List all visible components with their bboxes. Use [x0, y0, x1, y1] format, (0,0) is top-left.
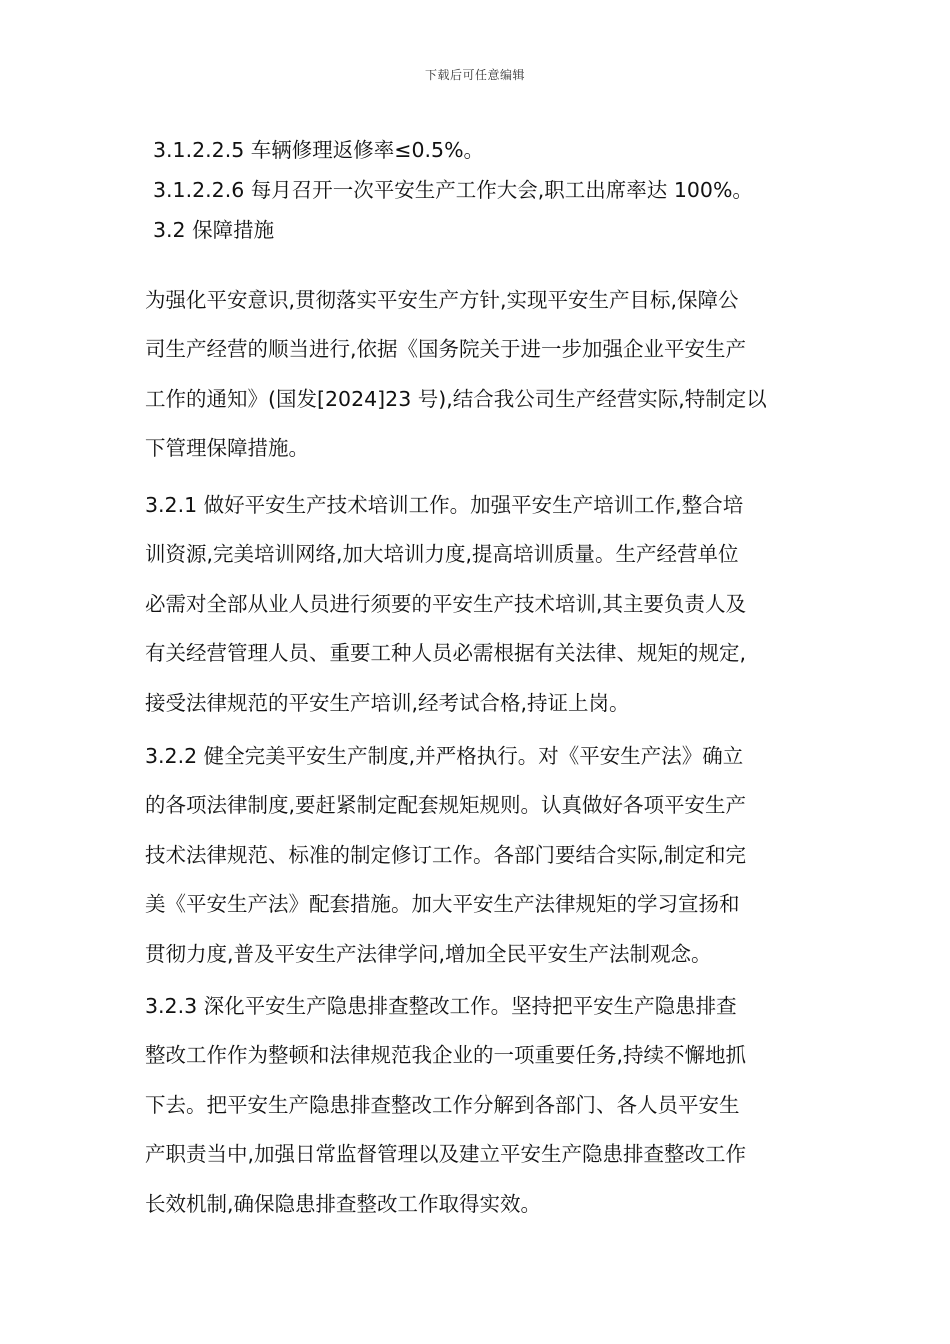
paragraph-line: 的各项法律制度,要赶紧制定配套规矩规则。认真做好各项平安生产	[145, 793, 747, 818]
paragraph-line: 3.2.3 深化平安生产隐患排查整改工作。坚持把平安生产隐患排查	[145, 994, 737, 1018]
paragraph-line: 为强化平安意识,贯彻落实平安生产方针,实现平安生产目标,保障公	[145, 288, 739, 312]
item-3-1-2-2-6: 3.1.2.2.6 每月召开一次平安生产工作大会,职工出席率达 100%。	[153, 178, 753, 202]
paragraph-line: 技术法律规范、标准的制定修订工作。各部门要结合实际,制定和完	[145, 842, 747, 867]
paragraph-line: 接受法律规范的平安生产培训,经考试合格,持证上岗。	[145, 690, 630, 715]
paragraph-line: 美《平安生产法》配套措施。加大平安生产法律规矩的学习宣扬和	[145, 892, 740, 917]
paragraph-line: 3.2.2 健全完美平安生产制度,并严格执行。对《平安生产法》确立	[145, 744, 744, 768]
paragraph-line: 整改工作作为整顿和法律规范我企业的一项重要任务,持续不懈地抓	[145, 1043, 747, 1068]
paragraph-line: 长效机制,确保隐患排查整改工作取得实效。	[145, 1191, 542, 1216]
paragraph-line: 训资源,完美培训网络,加大培训力度,提高培训质量。生产经营单位	[145, 542, 739, 567]
paragraph-line: 必需对全部从业人员进行须要的平安生产技术培训,其主要负责人及	[145, 591, 747, 616]
section-heading-3-2: 3.2 保障措施	[153, 218, 275, 242]
page-header: 下载后可任意编辑	[424, 68, 525, 82]
paragraph-line: 下管理保障措施。	[145, 436, 309, 461]
paragraph-intro	[145, 276, 810, 474]
paragraph-line: 有关经营管理人员、重要工种人员必需根据有关法律、规矩的规定,	[145, 641, 747, 666]
item-3-1-2-2-5: 3.1.2.2.5 车辆修理返修率≤0.5%。	[153, 138, 485, 162]
paragraph-line: 工作的通知》(国发[2024]23 号),结合我公司生产经营实际,特制定以	[145, 386, 767, 411]
paragraph-3-2-3	[145, 982, 810, 1229]
paragraph-line: 贯彻力度,普及平安生产法律学问,增加全民平安生产法制观念。	[145, 941, 712, 966]
paragraph-3-2-2	[145, 732, 810, 979]
paragraph-3-2-1	[145, 481, 810, 728]
paragraph-line: 下去。把平安生产隐患排查整改工作分解到各部门、各人员平安生	[145, 1092, 740, 1117]
paragraph-line: 司生产经营的顺当进行,依据《国务院关于进一步加强企业平安生产	[145, 337, 747, 362]
paragraph-line: 3.2.1 做好平安生产技术培训工作。加强平安生产培训工作,整合培	[145, 493, 744, 517]
paragraph-line: 产职责当中,加强日常监督管理以及建立平安生产隐患排查整改工作	[145, 1142, 747, 1167]
